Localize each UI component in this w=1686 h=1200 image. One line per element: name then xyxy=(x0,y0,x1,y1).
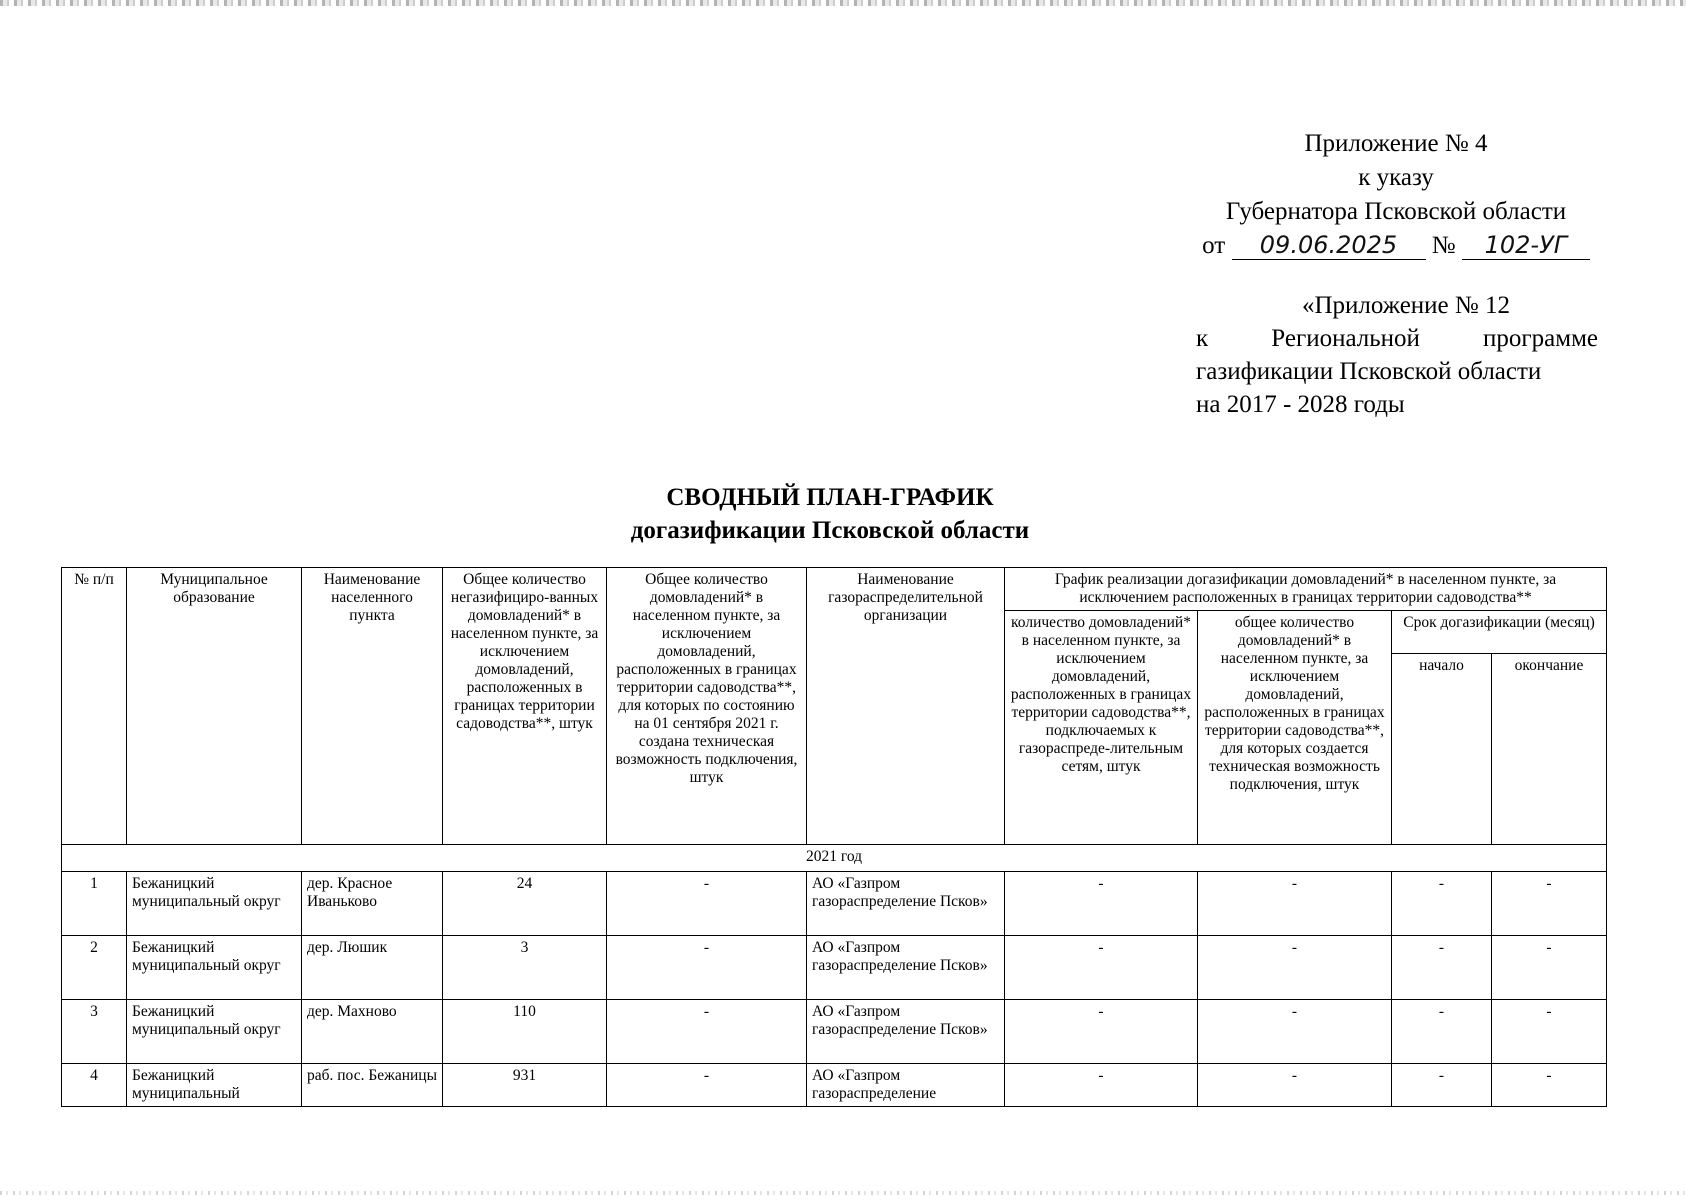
cell-settlement: дер. Красное Иваньково xyxy=(302,872,443,936)
cell-created: - xyxy=(1198,872,1392,936)
cell-settlement: дер. Люшик xyxy=(302,936,443,1000)
cell-connected: - xyxy=(1005,1064,1198,1107)
appendix-block xyxy=(1196,289,1598,421)
cell-num: 1 xyxy=(62,872,127,936)
header-appendix-number: Приложение № 4 xyxy=(1304,130,1488,157)
cell-tech: - xyxy=(607,1000,807,1064)
cell-org: АО «Газпром газораспределение Псков» xyxy=(807,1000,1005,1064)
header-date-number-line xyxy=(1186,229,1606,263)
document-title xyxy=(300,481,1360,547)
cell-total: 24 xyxy=(443,872,607,936)
header-settlement: Наименование населенного пункта xyxy=(302,568,443,845)
cell-org: АО «Газпром газораспределение Псков» xyxy=(807,936,1005,1000)
cell-municipality: Бежаницкий муниципальный xyxy=(127,1064,302,1107)
year-label: 2021 год xyxy=(62,845,1607,872)
cell-org: АО «Газпром газораспределение xyxy=(807,1064,1005,1107)
header-gas-org: Наименование газораспределительной организации xyxy=(807,568,1005,845)
appendix-line-1: «Приложение № 12 xyxy=(1301,292,1511,319)
header-municipality: Муниципальное образование xyxy=(127,568,302,845)
title-line-2: догазификации Псковской области xyxy=(630,517,1030,544)
cell-end: - xyxy=(1492,872,1607,936)
cell-num: 2 xyxy=(62,936,127,1000)
cell-total: 931 xyxy=(443,1064,607,1107)
cell-num: 4 xyxy=(62,1064,127,1107)
cell-created: - xyxy=(1198,1000,1392,1064)
table-row xyxy=(62,872,1607,936)
header-schedule-group: График реализации догазификации домовладений* в населенном пункте, за исключением расположенных в границах территории садоводства** xyxy=(1005,568,1607,611)
cell-start: - xyxy=(1392,872,1492,936)
scan-edge-top xyxy=(0,0,1686,6)
cell-municipality: Бежаницкий муниципальный округ xyxy=(127,936,302,1000)
cell-municipality: Бежаницкий муниципальный округ xyxy=(127,872,302,936)
header-num: № п/п xyxy=(62,568,127,845)
cell-end: - xyxy=(1492,1064,1607,1107)
table-header-row-1 xyxy=(62,568,1607,611)
header-start: начало xyxy=(1392,654,1492,845)
cell-created: - xyxy=(1198,936,1392,1000)
cell-org: АО «Газпром газораспределение Псков» xyxy=(807,872,1005,936)
year-row xyxy=(62,845,1607,872)
decree-header xyxy=(1186,127,1606,263)
cell-tech: - xyxy=(607,936,807,1000)
header-created-count: общее количество домовладений* в населенном пункте, за исключением домовладений, расположенных в границах территории садоводства**, для которых создается техническая возможность подключения, штук xyxy=(1198,611,1392,845)
header-governor: Губернатора Псковской области xyxy=(1225,198,1567,225)
number-sign: № xyxy=(1431,232,1456,259)
header-total-technical: Общее количество домовладений* в населенном пункте, за исключением домовладений, расположенных в границах территории садоводства**, для которых по состоянию на 01 сентября 2021 г. создана техническая возможность подключения, штук xyxy=(607,568,807,845)
scan-edge-bottom xyxy=(0,1191,1686,1195)
cell-start: - xyxy=(1392,1000,1492,1064)
title-line-1: СВОДНЫЙ ПЛАН-ГРАФИК xyxy=(666,484,994,511)
header-total-nongasified: Общее количество негазифициро-ванных домовладений* в населенном пункте, за исключением домовладений, расположенных в границах территории садоводства**, штук xyxy=(443,568,607,845)
header-connected-count: количество домовладений* в населенном пункте, за исключением домовладений, расположенных в границах территории садоводства**, подключаемых к газораспреде-лительным сетям, штук xyxy=(1005,611,1198,845)
cell-start: - xyxy=(1392,1064,1492,1107)
from-label: от xyxy=(1202,232,1226,259)
appendix-line-2: к Региональной программе xyxy=(1196,325,1598,352)
gasification-schedule-table xyxy=(61,567,1607,1107)
cell-num: 3 xyxy=(62,1000,127,1064)
table-row xyxy=(62,1000,1607,1064)
header-to-decree: к указу xyxy=(1358,164,1434,191)
cell-end: - xyxy=(1492,936,1607,1000)
appendix-line-3: газификации Псковской области xyxy=(1196,358,1542,385)
cell-municipality: Бежаницкий муниципальный округ xyxy=(127,1000,302,1064)
cell-total: 110 xyxy=(443,1000,607,1064)
table-row xyxy=(62,936,1607,1000)
cell-start: - xyxy=(1392,936,1492,1000)
table-row xyxy=(62,1064,1607,1107)
cell-tech: - xyxy=(607,872,807,936)
cell-total: 3 xyxy=(443,936,607,1000)
cell-settlement: дер. Махново xyxy=(302,1000,443,1064)
handwritten-number: 102-УГ xyxy=(1462,231,1590,260)
appendix-line-4: на 2017 - 2028 годы xyxy=(1196,391,1405,418)
cell-end: - xyxy=(1492,1000,1607,1064)
cell-connected: - xyxy=(1005,1000,1198,1064)
cell-connected: - xyxy=(1005,872,1198,936)
cell-tech: - xyxy=(607,1064,807,1107)
cell-settlement: раб. пос. Бежаницы xyxy=(302,1064,443,1107)
header-end: окончание xyxy=(1492,654,1607,845)
cell-connected: - xyxy=(1005,936,1198,1000)
handwritten-date: 09.06.2025 xyxy=(1232,231,1426,260)
cell-created: - xyxy=(1198,1064,1392,1107)
header-term-group: Срок догазификации (месяц) xyxy=(1392,611,1607,654)
